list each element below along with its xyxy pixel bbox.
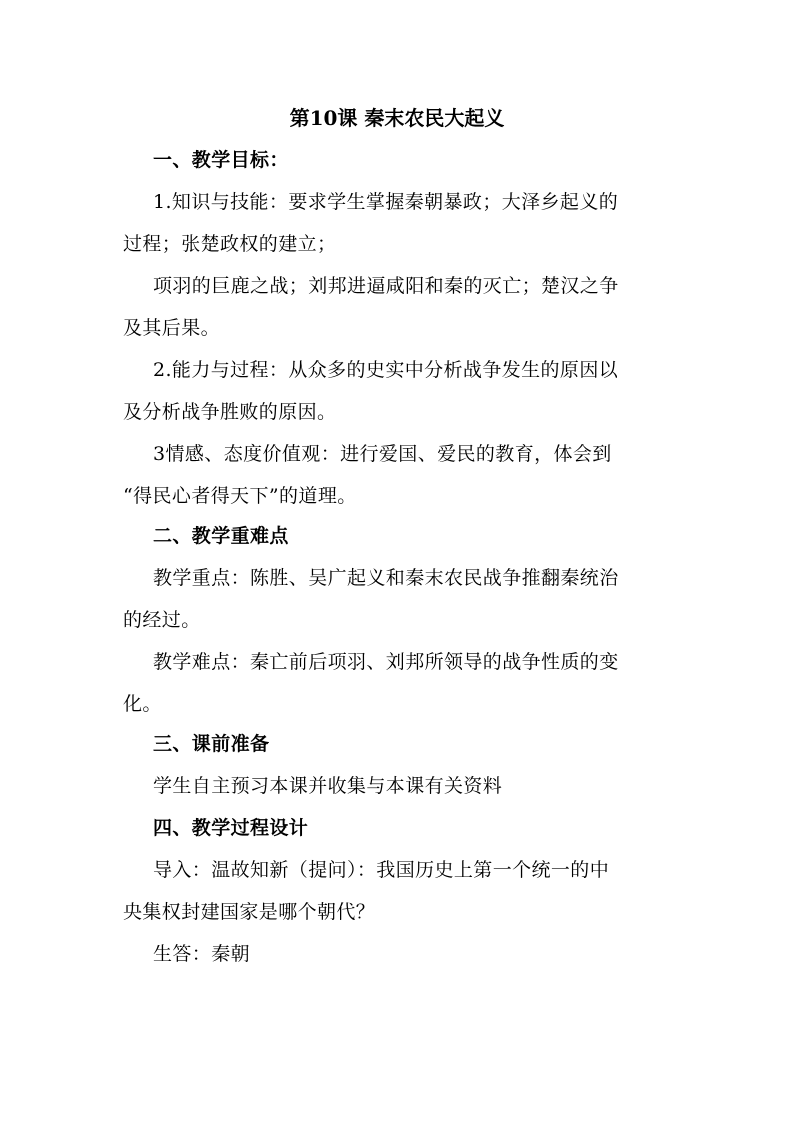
paragraph-line: 学生自主预习本课并收集与本课有关资料 bbox=[153, 775, 503, 797]
paragraph-line: 3情感、态度价值观：进行爱国、爱民的教育，体会到 bbox=[153, 443, 612, 465]
paragraph-line: 2.能力与过程：从众多的史实中分析战争发生的原因以 bbox=[153, 359, 619, 381]
document-title: 第10课 秦末农民大起义 bbox=[289, 106, 505, 130]
paragraph-line: 生答：秦朝 bbox=[153, 943, 251, 965]
paragraph-line: 1.知识与技能：要求学生掌握秦朝暴政；大泽乡起义的 bbox=[153, 191, 619, 213]
paragraph-line: 教学重点：陈胜、吴广起义和秦末农民战争推翻秦统治 bbox=[153, 567, 619, 589]
paragraph-line: 项羽的巨鹿之战；刘邦进逼咸阳和秦的灭亡；楚汉之争 bbox=[153, 275, 619, 297]
paragraph-line: 及其后果。 bbox=[123, 317, 221, 339]
paragraph-line: 及分析战争胜败的原因。 bbox=[123, 401, 337, 423]
paragraph-line: 过程；张楚政权的建立； bbox=[123, 233, 337, 255]
section-heading-process-design: 四、教学过程设计 bbox=[153, 817, 309, 839]
paragraph-line: 教学难点：秦亡前后项羽、刘邦所领导的战争性质的变 bbox=[153, 651, 619, 673]
paragraph-line: 央集权封建国家是哪个朝代？ bbox=[123, 901, 376, 923]
paragraph-line: 导入：温故知新（提问）：我国历史上第一个统一的中 bbox=[153, 859, 610, 881]
section-heading-key-points: 二、教学重难点 bbox=[153, 525, 289, 547]
section-heading-preparation: 三、课前准备 bbox=[153, 733, 270, 755]
paragraph-line: “得民心者得天下”的道理。 bbox=[123, 485, 357, 507]
paragraph-line: 的经过。 bbox=[123, 609, 201, 631]
paragraph-line: 化。 bbox=[123, 693, 162, 715]
section-heading-teaching-goals: 一、教学目标： bbox=[153, 149, 289, 171]
